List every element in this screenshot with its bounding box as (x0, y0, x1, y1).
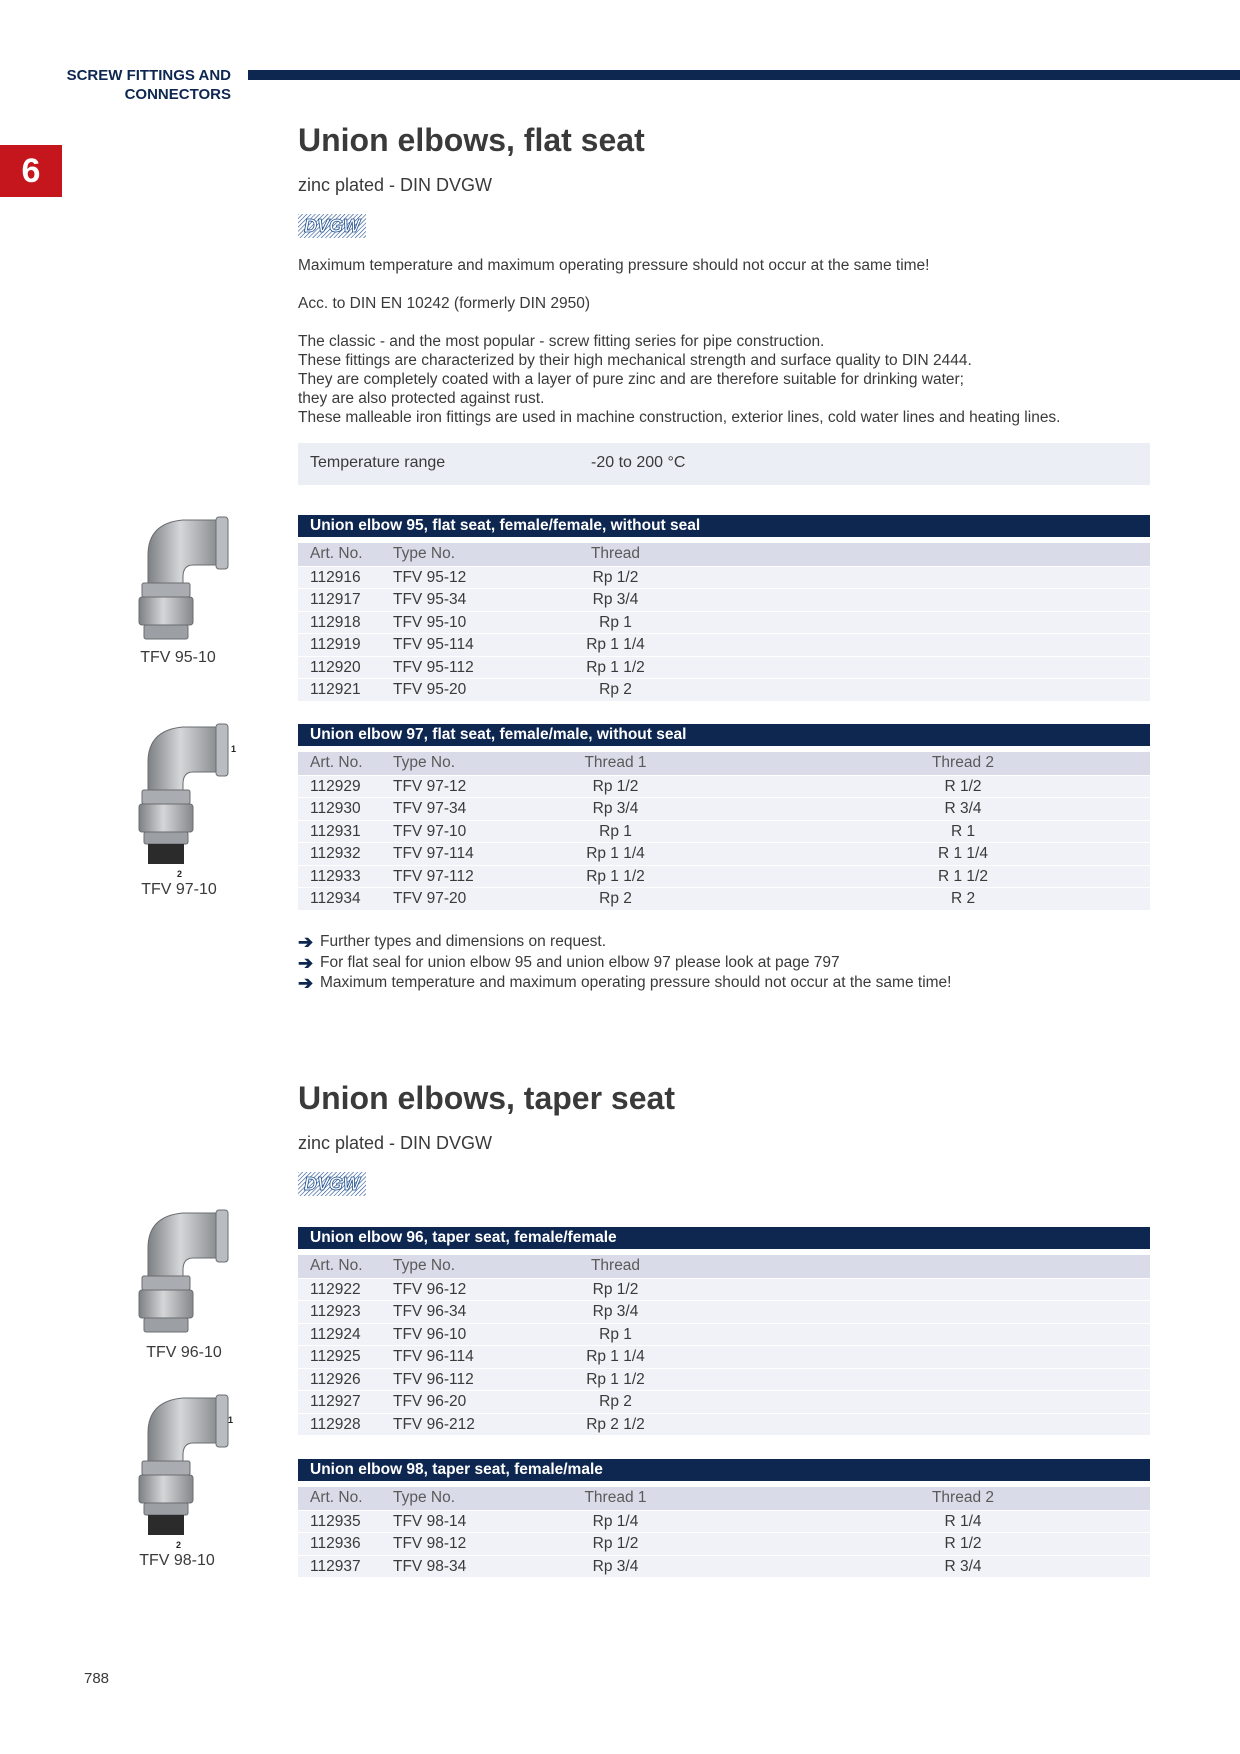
table-cell-wrapper (678, 1533, 1023, 1555)
table-row (298, 865, 1150, 888)
table-row (298, 1532, 1150, 1555)
dvgw-logo-text: DVGW (304, 1174, 360, 1194)
table-cell: TFV 98-12 (393, 1535, 467, 1552)
table-row (298, 1390, 1150, 1413)
table-row (298, 887, 1150, 910)
table-cell: 112937 (310, 1557, 361, 1575)
table-cell: Type No. (393, 1257, 456, 1274)
section-subtitle-taper-seat: zinc plated - DIN DVGW (298, 1133, 493, 1153)
table-cell: TFV 96-10 (393, 1325, 467, 1343)
standard-note: Acc. to DIN EN 10242 (formerly DIN 2950) (298, 295, 591, 312)
table-row (298, 656, 1150, 679)
description-line: They are completely coated with a layer of pure zinc and are therefore suitable for drinking water; (298, 371, 964, 388)
table-cell: Rp 1/2 (592, 1280, 639, 1298)
table-row (298, 633, 1150, 656)
table-cell: R 3/4 (944, 800, 982, 817)
table-cell: TFV 97-34 (393, 800, 467, 817)
description-line: These fittings are characterized by their high mechanical strength and surface quality to DIN 2444. (298, 352, 972, 369)
table-cell: Art. No. (310, 1489, 363, 1506)
table-cell: Type No. (393, 1489, 456, 1506)
table-cell: Rp 1 1/2 (586, 658, 645, 676)
table-row (298, 1555, 1150, 1578)
table-header-row (298, 752, 1150, 775)
description-paragraph (298, 332, 1198, 427)
page-number: 788 (84, 1670, 110, 1687)
table-cell: 112920 (310, 658, 361, 676)
table-cell: Rp 1/2 (592, 1535, 639, 1552)
table-cell-wrapper (678, 1556, 1023, 1578)
table-cell: Rp 3/4 (592, 591, 639, 608)
temperature-value: -20 to 200 °C (591, 454, 686, 471)
table-cell: R 1/2 (944, 777, 982, 795)
table-cell: TFV 95-10 (393, 613, 467, 631)
table-cell-wrapper (678, 866, 1023, 888)
table-cell-wrapper (678, 843, 1023, 865)
table-cell: TFV 95-114 (393, 636, 474, 653)
table-row (298, 1300, 1150, 1323)
notes-list (298, 932, 951, 994)
table-cell: 112932 (310, 845, 361, 862)
table-row (298, 611, 1150, 634)
arrow-right-icon: ➔ (298, 952, 314, 973)
table-row (298, 1345, 1150, 1368)
table-cell: Thread 1 (584, 1489, 647, 1506)
table-cell: Art. No. (310, 754, 363, 771)
table-cell: R 1 1/4 (938, 845, 988, 862)
table-title: Union elbow 95, flat seat, female/female, without seal (298, 515, 1150, 537)
table-cell: TFV 97-20 (393, 890, 467, 907)
table-cell: Type No. (393, 545, 456, 562)
table-cell: R 3/4 (944, 1557, 982, 1575)
section-title-taper-seat: Union elbows, taper seat (298, 1080, 675, 1116)
table-cell: R 1 1/2 (938, 867, 988, 885)
table-cell: Thread 1 (584, 754, 647, 771)
table-cell: Type No. (393, 754, 456, 771)
table-cell: TFV 96-20 (393, 1393, 467, 1410)
table-cell-wrapper (678, 752, 1023, 775)
description-line: The classic - and the most popular - screw fitting series for pipe construction. (298, 333, 825, 350)
table-cell: TFV 97-12 (393, 777, 467, 795)
table-cell: TFV 97-10 (393, 822, 467, 840)
table-cell: Rp 2 (599, 1393, 632, 1410)
table-cell: Thread (590, 545, 641, 562)
table-row (298, 797, 1150, 820)
table-cell: Rp 1 (599, 822, 632, 840)
table-cell-wrapper (678, 776, 1023, 798)
header-bar (248, 70, 1240, 80)
table-cell-wrapper (678, 798, 1023, 820)
table-cell: R 2 (950, 890, 976, 907)
table-cell: 112927 (310, 1393, 361, 1410)
dvgw-logo-text: DVGW (304, 216, 360, 236)
dvgw-logo (298, 1172, 366, 1196)
table-cell: Rp 1 1/2 (586, 1370, 645, 1388)
table-cell: Thread 2 (931, 754, 995, 771)
end-label: 2 (176, 1540, 182, 1550)
table-cell: Thread (590, 1257, 641, 1274)
table-cell: 112931 (310, 822, 361, 840)
union-elbow-female-male-icon (138, 722, 238, 880)
table-cell-wrapper (678, 821, 1023, 843)
table-cell: Rp 1 (599, 613, 632, 631)
table-cell: Art. No. (310, 545, 363, 562)
table-cell: TFV 97-114 (393, 845, 474, 862)
image-caption: TFV 96-10 (146, 1344, 222, 1361)
table-cell: Rp 1 (599, 1325, 632, 1343)
table-row (298, 1413, 1150, 1436)
table-row (298, 1368, 1150, 1391)
category-line-2: CONNECTORS (124, 86, 231, 103)
table-cell: Rp 1 1/2 (586, 867, 645, 885)
table-union-elbow-96 (298, 1227, 1150, 1435)
table-cell: TFV 96-212 (393, 1415, 475, 1433)
table-row (298, 566, 1150, 589)
description-line: These malleable iron fittings are used in machine construction, exterior lines, cold water lines and heating lines. (298, 409, 1061, 426)
temperature-range-box (298, 443, 1150, 485)
table-cell: Rp 1 1/4 (586, 845, 645, 862)
table-cell: Rp 1 1/4 (586, 1348, 645, 1365)
table-title: Union elbow 97, flat seat, female/male, without seal (298, 724, 1150, 746)
table-cell: TFV 96-34 (393, 1303, 467, 1320)
table-cell: 112917 (310, 591, 361, 608)
table-cell: TFV 95-12 (393, 568, 467, 586)
arrow-right-icon: ➔ (298, 932, 314, 952)
table-header-row (298, 543, 1150, 566)
description-line: they are also protected against rust. (298, 390, 545, 407)
table-cell: 112936 (310, 1535, 361, 1552)
table-cell: 112924 (310, 1325, 361, 1343)
chapter-tab[interactable]: 6 (0, 145, 62, 197)
table-cell: 112935 (310, 1512, 361, 1530)
dvgw-logo (298, 214, 366, 238)
end-label: 1 (231, 744, 237, 754)
image-caption: TFV 97-10 (141, 881, 217, 898)
table-row (298, 588, 1150, 611)
table-cell: Rp 2 (599, 681, 632, 698)
table-cell: Thread 2 (931, 1489, 995, 1506)
table-cell: Rp 1/2 (592, 568, 639, 586)
table-row (298, 842, 1150, 865)
category-header (40, 66, 231, 104)
category-line-1: SCREW FITTINGS AND (66, 67, 231, 84)
table-cell: TFV 96-112 (393, 1370, 474, 1388)
table-cell: R 1/4 (944, 1512, 982, 1530)
table-cell: 112928 (310, 1415, 361, 1433)
end-label: 2 (177, 869, 183, 879)
table-cell: Rp 3/4 (592, 800, 639, 817)
table-cell-wrapper (678, 888, 1023, 910)
table-cell: R 1 (950, 822, 976, 840)
table-cell: Rp 3/4 (592, 1303, 639, 1320)
table-cell: TFV 96-12 (393, 1280, 467, 1298)
table-cell: 112933 (310, 867, 361, 885)
table-cell: TFV 95-112 (393, 658, 474, 676)
table-header-row (298, 1255, 1150, 1278)
table-row (298, 775, 1150, 798)
table-cell-wrapper (678, 1487, 1023, 1510)
arrow-right-icon: ➔ (298, 973, 314, 993)
pressure-note: Maximum temperature and maximum operating pressure should not occur at the same time! (298, 257, 930, 274)
temperature-label: Temperature range (310, 454, 446, 471)
table-row (298, 1323, 1150, 1346)
table-cell: TFV 96-114 (393, 1348, 474, 1365)
table-cell: Rp 2 (599, 890, 632, 907)
table-header-row (298, 1487, 1150, 1510)
table-union-elbow-98 (298, 1459, 1150, 1577)
note-item: ➔ For flat seal for union elbow 95 and union elbow 97 please look at page 797 (298, 952, 840, 973)
table-cell: Art. No. (310, 1257, 363, 1274)
table-cell: 112921 (310, 681, 361, 698)
table-cell: Rp 1/2 (592, 777, 639, 795)
table-row (298, 678, 1150, 701)
image-caption: TFV 98-10 (139, 1552, 215, 1569)
table-cell: 112916 (310, 568, 361, 586)
table-cell: Rp 1 1/4 (586, 636, 645, 653)
table-cell: Rp 3/4 (592, 1557, 639, 1575)
note-item: ➔ Further types and dimensions on request. (298, 932, 607, 952)
table-cell: Rp 1/4 (592, 1512, 639, 1530)
table-cell: TFV 97-112 (393, 867, 474, 885)
union-elbow-female-male-icon (138, 1393, 238, 1551)
table-cell: 112926 (310, 1370, 361, 1388)
table-union-elbow-95 (298, 515, 1150, 701)
table-cell: TFV 98-14 (393, 1512, 467, 1530)
table-cell: 112919 (310, 636, 361, 653)
table-union-elbow-97 (298, 724, 1150, 910)
end-label: 1 (228, 1415, 234, 1425)
table-title: Union elbow 98, taper seat, female/male (298, 1459, 1150, 1481)
table-cell: 112925 (310, 1348, 361, 1365)
table-row (298, 1278, 1150, 1301)
table-cell: 112918 (310, 613, 361, 631)
section-title-flat-seat: Union elbows, flat seat (298, 122, 645, 158)
table-cell: TFV 95-34 (393, 591, 467, 608)
table-cell: TFV 95-20 (393, 681, 467, 698)
table-cell-wrapper (678, 1511, 1023, 1533)
union-elbow-female-female-icon (138, 515, 238, 645)
table-cell: 112923 (310, 1303, 361, 1320)
table-cell: Rp 2 1/2 (586, 1415, 645, 1433)
table-cell: 112929 (310, 777, 361, 795)
table-cell: 112930 (310, 800, 361, 817)
union-elbow-female-female-icon (138, 1208, 238, 1338)
table-row (298, 1510, 1150, 1533)
table-cell: 112934 (310, 890, 361, 907)
table-cell: R 1/2 (944, 1535, 982, 1552)
note-item: ➔ Maximum temperature and maximum operating pressure should not occur at the same time! (298, 973, 952, 993)
table-row (298, 820, 1150, 843)
table-title: Union elbow 96, taper seat, female/female (298, 1227, 1150, 1249)
table-cell: TFV 98-34 (393, 1557, 467, 1575)
table-cell: 112922 (310, 1280, 361, 1298)
image-caption: TFV 95-10 (140, 649, 216, 666)
section-subtitle-flat-seat: zinc plated - DIN DVGW (298, 175, 493, 195)
